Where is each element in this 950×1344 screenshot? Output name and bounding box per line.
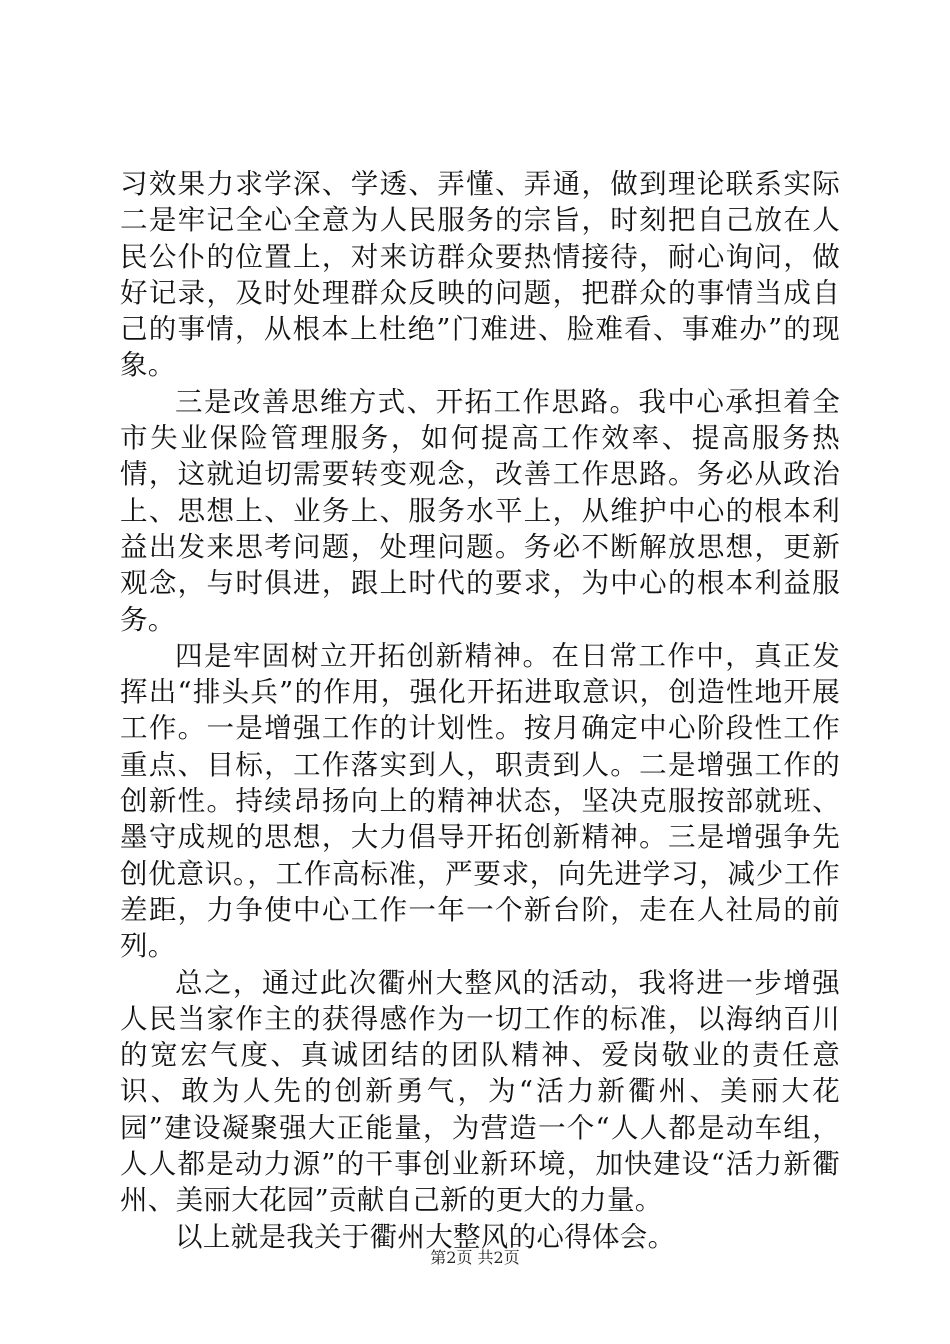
paragraph-continued: 习效果力求学深、学透、弄懂、弄通，做到理论联系实际二是牢记全心全意为人民服务的宗旨，时刻把自己放在人民公仆的位置上，对来访群众要热情接待，耐心询问，做好记录，及时处理群众反映的问题，把群众的事情当成自己的事情，从根本上杜绝”门难进、脸难看、事难办”的现象。 bbox=[120, 168, 840, 382]
paragraph-innovation-spirit: 四是牢固树立开拓创新精神。在日常工作中，真正发挥出“排头兵”的作用，强化开拓进取意识，创造性地开展工作。一是增强工作的计划性。按月确定中心阶段性工作重点、目标，工作落实到人，职责到人。二是增强工作的创新性。持续昂扬向上的精神状态，坚决克服按部就班、墨守成规的思想，大力倡导开拓创新精神。三是增强争先创优意识。，工作高标准，严要求，向先进学习，减少工作差距，力争使中心工作一年一个新台阶，走在人社局的前列。 bbox=[120, 639, 840, 963]
paragraph-thinking-approach: 三是改善思维方式、开拓工作思路。我中心承担着全市失业保险管理服务，如何提高工作效率、提高服务热情，这就迫切需要转变观念，改善工作思路。务必从政治上、思想上、业务上、服务水平上，从维护中心的根本利益出发来思考问题，处理问题。务必不断解放思想，更新观念，与时俱进，跟上时代的要求，为中心的根本利益服务。 bbox=[120, 385, 840, 636]
page-number-footer: 第2页 共2页 bbox=[430, 1248, 520, 1267]
paragraph-closing: 以上就是我关于衢州大整风的心得体会。 bbox=[175, 1220, 676, 1253]
paragraph-summary: 总之，通过此次衢州大整风的活动，我将进一步增强人民当家作主的获得感作为一切工作的标准，以海纳百川的宽宏气度、真诚团结的团队精神、爱岗敬业的责任意识、敢为人先的创新勇气，为“活力新衢州、美丽大花园”建设凝聚强大正能量，为营造一个“人人都是动车组，人人都是动力源”的干事创业新环境，加快建设“活力新衢州、美丽大花园”贡献自己新的更大的力量。 bbox=[120, 966, 840, 1217]
document-body bbox=[120, 166, 840, 1255]
